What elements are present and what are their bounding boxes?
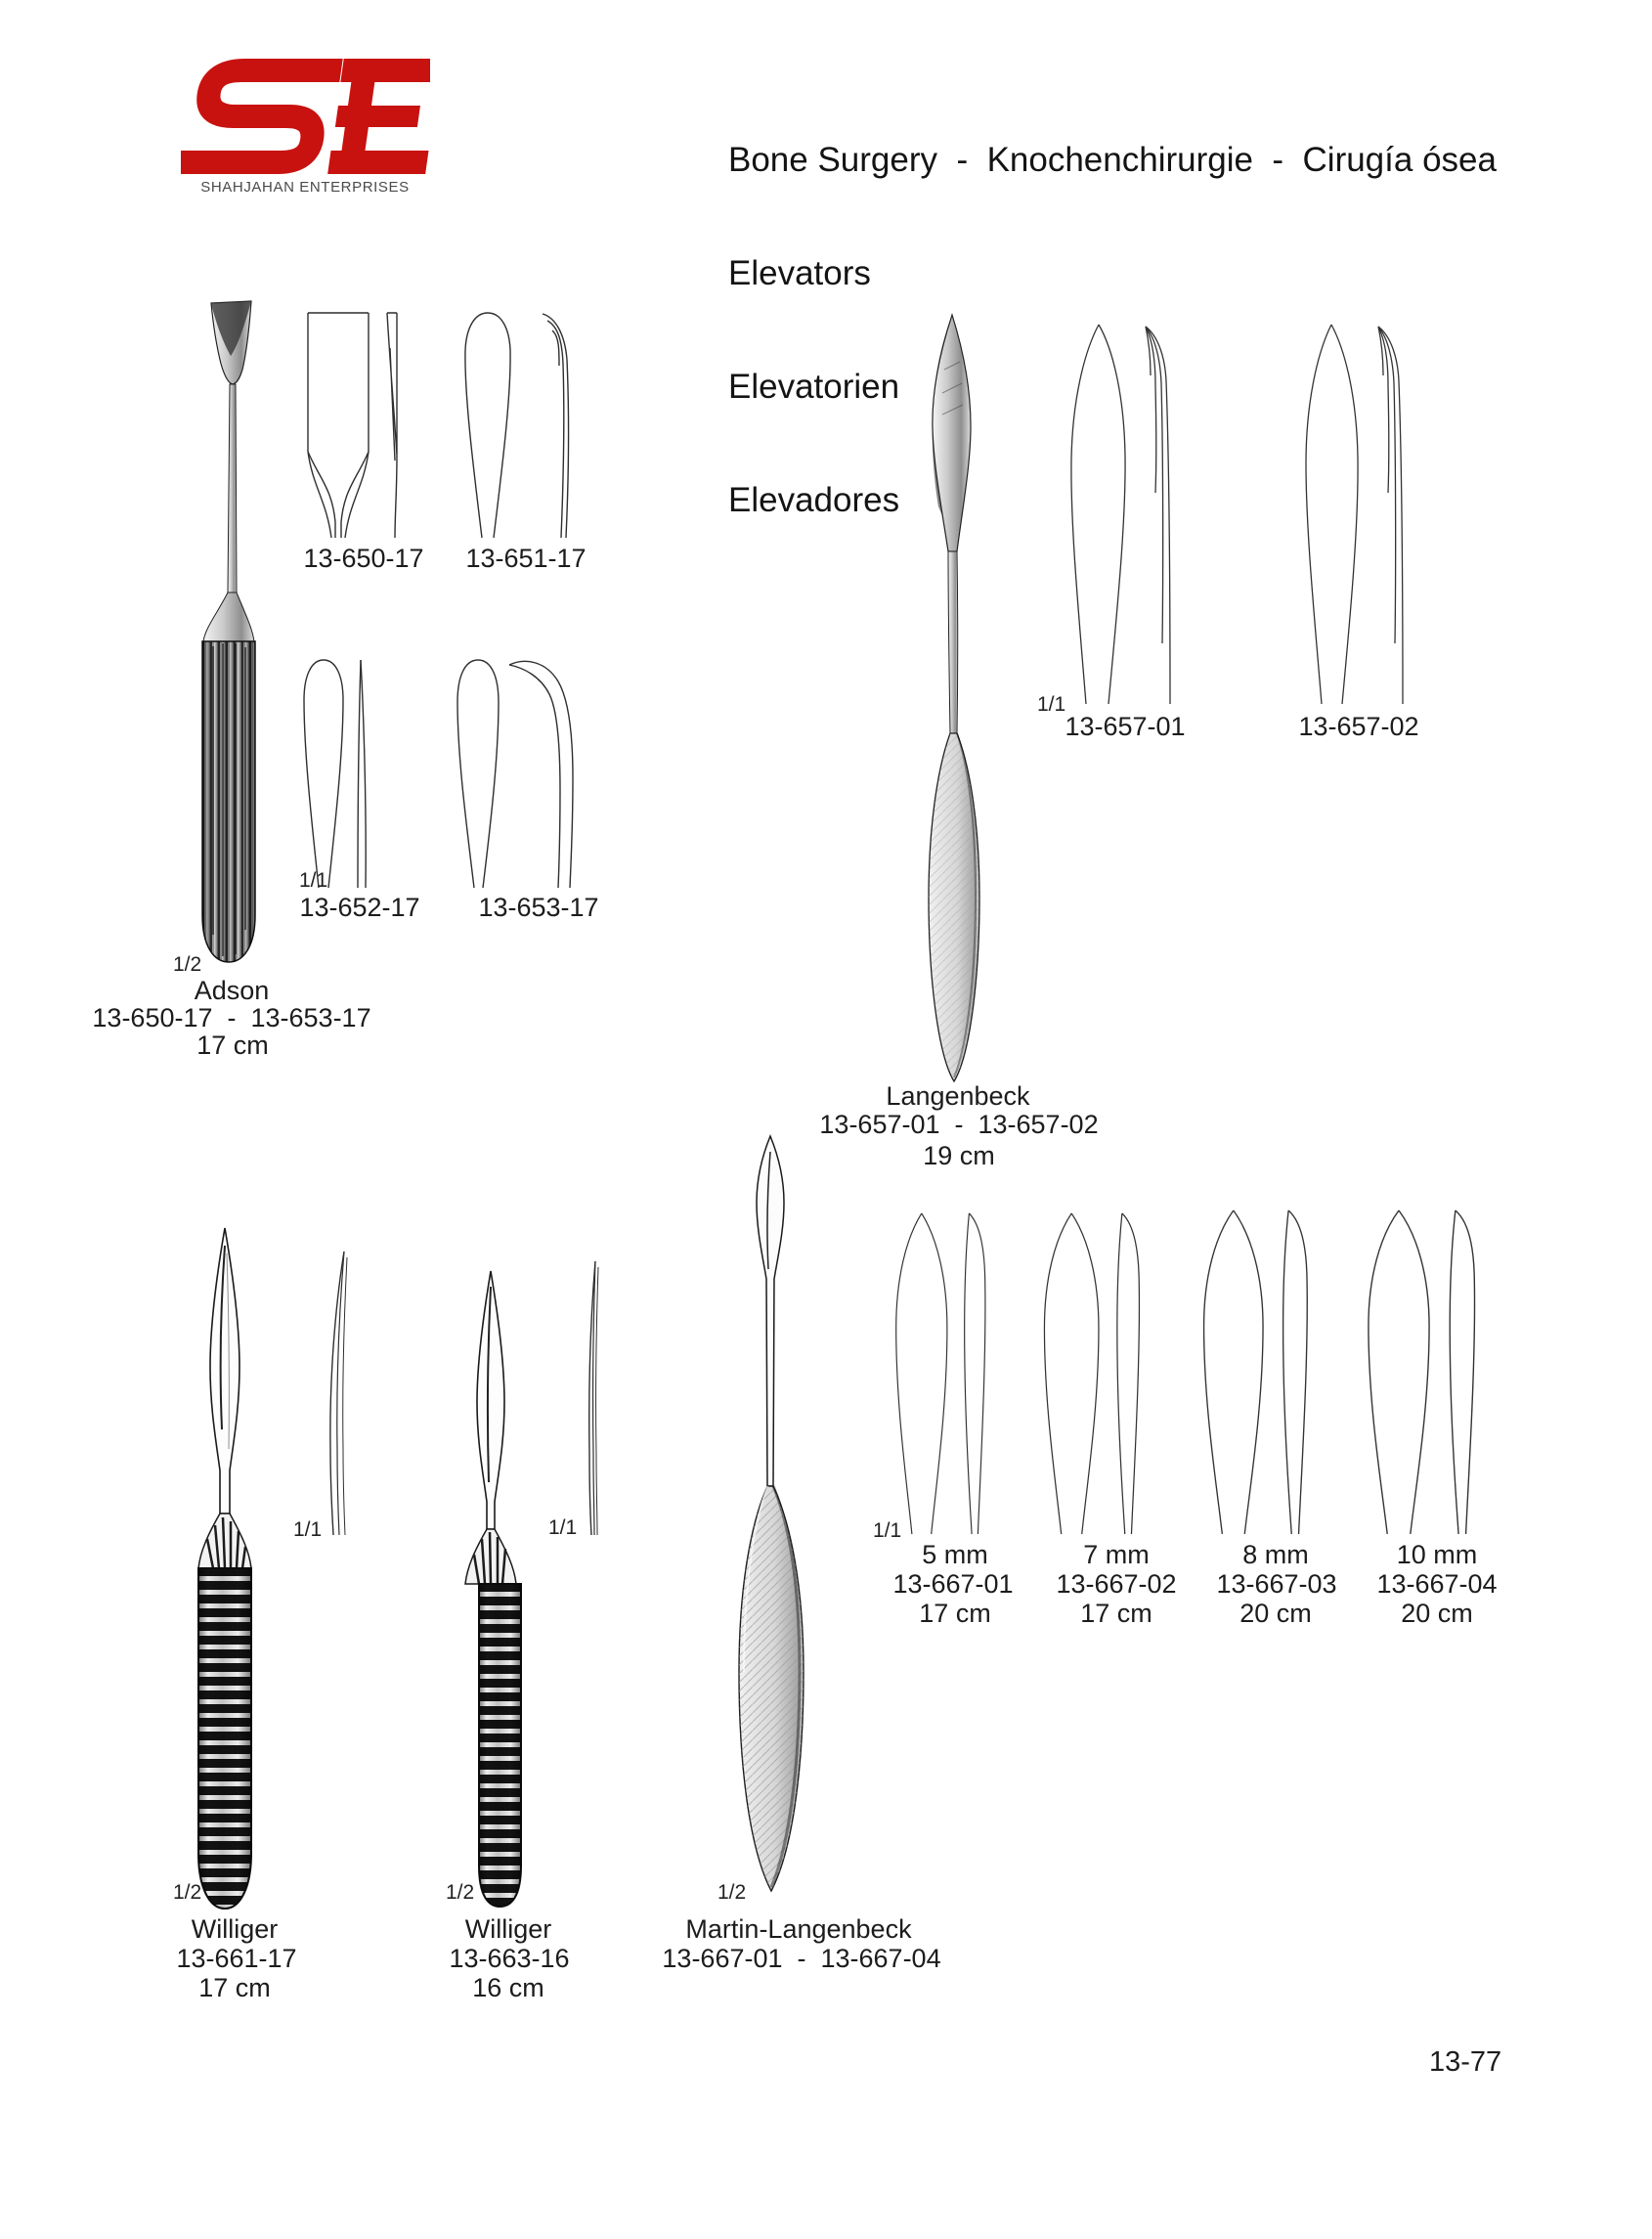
scale-label-langenbeck-detail: 1/1 (1037, 693, 1066, 716)
variant-size-7mm: 7 mm (1083, 1540, 1150, 1569)
adson-tip-detail-13-652-17 (291, 655, 381, 890)
product-name-martin-langenbeck: Martin-Langenbeck (685, 1914, 912, 1944)
williger-17-elevator-illustration (192, 1224, 268, 1912)
length-langenbeck: 19 cm (923, 1141, 995, 1170)
variant-code-13-667-01: 13-667-01 (892, 1569, 1014, 1599)
langenbeck-elevator-illustration (925, 311, 985, 1085)
williger-16-tip-detail (579, 1257, 610, 1539)
header-subtitle-es: Elevadores (728, 480, 900, 519)
scale-label-williger16-detail: 1/1 (548, 1516, 578, 1539)
header-title: Bone Surgery - Knochenchirurgie - Cirugía ósea (728, 141, 1497, 180)
company-logo-se-monogram (181, 57, 430, 176)
williger-17-tip-detail (321, 1248, 356, 1539)
adson-tip-detail-13-653-17 (448, 655, 580, 890)
code-label-13-657-02: 13-657-02 (1298, 712, 1419, 741)
code-label-13-663-16: 13-663-16 (449, 1944, 570, 1973)
adson-elevator-illustration (194, 299, 264, 964)
code-label-13-653-17: 13-653-17 (478, 893, 599, 922)
variant-length-13-667-02: 17 cm (1080, 1599, 1152, 1628)
martin-tip-detail-10mm (1355, 1205, 1501, 1538)
length-adson: 17 cm (196, 1031, 269, 1060)
scale-label-adson-main: 1/2 (173, 953, 202, 976)
adson-tip-detail-13-651-17 (457, 309, 575, 540)
code-label-13-652-17: 13-652-17 (299, 893, 420, 922)
variant-code-13-667-03: 13-667-03 (1216, 1569, 1337, 1599)
langenbeck-tip-detail-13-657-01 (1062, 321, 1195, 708)
martin-tip-detail-7mm (1032, 1207, 1163, 1538)
variant-length-13-667-01: 17 cm (919, 1599, 991, 1628)
product-name-langenbeck: Langenbeck (886, 1081, 1030, 1111)
code-label-13-651-17: 13-651-17 (465, 544, 587, 573)
variant-length-13-667-03: 20 cm (1239, 1599, 1312, 1628)
adson-tip-detail-13-650-17 (301, 309, 405, 540)
code-label-13-657-01: 13-657-01 (1065, 712, 1186, 741)
company-name: SHAHJAHAN ENTERPRISES (200, 179, 410, 196)
code-label-13-661-17: 13-661-17 (176, 1944, 297, 1973)
variant-length-13-667-04: 20 cm (1401, 1599, 1473, 1628)
product-name-adson: Adson (194, 976, 270, 1005)
page-number: 13-77 (1429, 2046, 1502, 2078)
length-williger16: 16 cm (472, 1973, 544, 2002)
scale-label-martin-detail: 1/1 (873, 1519, 902, 1542)
scale-label-williger16-main: 1/2 (446, 1881, 475, 1904)
header-subtitle-en: Elevators (728, 253, 871, 292)
scale-label-martin-main: 1/2 (717, 1881, 747, 1904)
williger-16-elevator-illustration (457, 1267, 534, 1910)
product-name-williger16: Williger (464, 1914, 552, 1944)
martin-langenbeck-elevator-illustration (735, 1132, 811, 1897)
code-label-13-650-17: 13-650-17 (303, 544, 424, 573)
martin-tip-detail-5mm (885, 1207, 1008, 1538)
martin-tip-detail-8mm (1191, 1205, 1333, 1538)
variant-size-8mm: 8 mm (1242, 1540, 1309, 1569)
product-name-williger17: Williger (191, 1914, 279, 1944)
code-range-langenbeck: 13-657-01 - 13-657-02 (819, 1110, 1099, 1139)
code-range-adson: 13-650-17 - 13-653-17 (92, 1003, 371, 1032)
variant-size-10mm: 10 mm (1396, 1540, 1478, 1569)
scale-label-adson-detail: 1/1 (299, 869, 328, 892)
variant-code-13-667-04: 13-667-04 (1376, 1569, 1498, 1599)
length-williger17: 17 cm (198, 1973, 271, 2002)
langenbeck-tip-detail-13-657-02 (1296, 321, 1429, 708)
scale-label-williger17-main: 1/2 (173, 1881, 202, 1904)
code-range-martin-langenbeck: 13-667-01 - 13-667-04 (662, 1944, 941, 1973)
scale-label-williger17-detail: 1/1 (293, 1518, 323, 1541)
variant-size-5mm: 5 mm (922, 1540, 988, 1569)
header-subtitle-de: Elevatorien (728, 367, 900, 406)
variant-code-13-667-02: 13-667-02 (1056, 1569, 1177, 1599)
